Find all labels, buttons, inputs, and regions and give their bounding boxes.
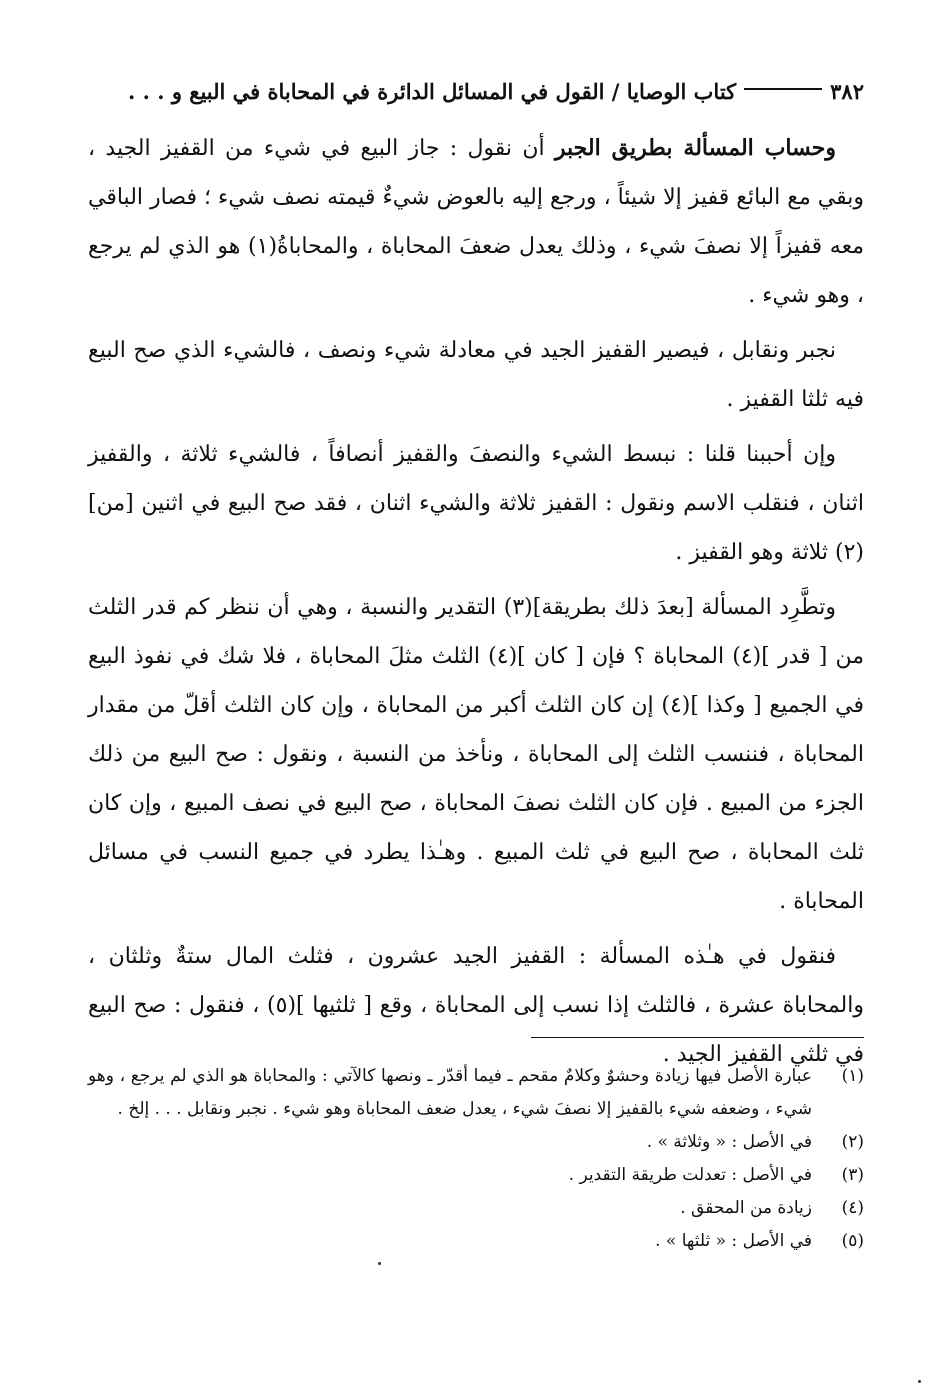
footnote-number: (١) [841,1066,864,1086]
paragraph-2: نجبر ونقابل ، فيصير القفيز الجيد في معادلة شيء ونصف ، فالشيء الذي صح البيع فيه ثلثا القفيز . [88,338,864,412]
header-rule [744,88,822,90]
footnotes [88,1060,864,1258]
footnote-text: عبارة الأصل فيها زيادة وحشوٌ وكلامٌ مقحم ـ فيما أقدّر ـ ونصها كالآتي : والمحاباة هو الذي لم يرجع ، وهو شيء ، وضعفه شيء بالقفيز إلا نصفَ شيء ، يعدل ضعف المحاباة وهو شيء . نجبر ونقابل . . . إلخ . [88,1066,812,1119]
footnote-number: (٢) [841,1132,864,1152]
footnote-2 [88,1126,864,1159]
footnote-number: (٤) [841,1198,864,1218]
footnote-1 [88,1060,864,1126]
main-text [88,124,864,1085]
paragraph-5: فنقول في هـٰذه المسألة : القفيز الجيد عشرون ، فثلث المال ستةٌ وثلثان ، والمحاباة عشرة ، فالثلث إذا نسب إلى المحاباة ، وقع [ ثلثيها ](٥) ، فنقول : صح البيع في ثلثي القفيز الجيد . [88,944,864,1067]
footnote-text: في الأصل : « ثلثها » . [655,1231,812,1251]
footnote-5 [88,1225,864,1258]
paragraph-3: وإن أحببنا قلنا : نبسط الشيء والنصفَ والقفيز أنصافاً ، فالشيء ثلاثة ، والقفيز اثنان ، فنقلب الاسم ونقول : القفيز ثلاثة والشيء اثنان ، فقد صح البيع في اثنين [من](٢) ثلاثة وهو القفيز . [88,442,864,565]
header-title: كتاب الوصايا / القول في المسائل الدائرة في المحاباة في البيع و . . . [127,79,737,104]
footnote-number: (٣) [841,1165,864,1185]
paragraph-4: وتطَّرِد المسألة [بعدَ ذلك بطريقة](٣) التقدير والنسبة ، وهي أن ننظر كم قدر الثلث من [ قدر ](٤) المحاباة ؟ فإن [ كان ](٤) الثلث مثلَ المحاباة ، فلا شك في نفوذ البيع في الجميع [ وكذا ](٤) إن كان الثلث أكبر من المحاباة ، وإن كان الثلث أقلّ من مقدار المحاباة ، فننسب الثلث إلى المحاباة ، ونأخذ من النسبة ، ونقول : صح البيع من ذلك الجزء من المبيع . فإن كان الثلث نصفَ المحاباة ، صح البيع في نصف المبيع ، وإن كان ثلث المحاباة ، صح البيع في ثلث المبيع . وهـٰذا يطرد في جميع النسب في مسائل المحاباة . [88,595,865,914]
scan-speck [918,1380,921,1383]
footnote-separator [531,1037,864,1038]
paragraph-1 [88,124,864,320]
footnote-text: في الأصل : تعدلت طريقة التقدير . [568,1165,812,1185]
footnote-text: في الأصل : « وثلاثة » . [646,1132,812,1152]
paragraph-1-lead: وحساب المسألة بطريق الجبر [554,135,836,161]
scan-speck [378,1262,381,1265]
running-header [88,76,864,108]
footnote-3 [88,1159,864,1192]
page-number: ٣٨٢ [830,79,864,104]
paragraph-1-text: أن نقول : جاز البيع في شيء من القفيز الجيد ، وبقي مع البائع قفيز إلا شيئاً ، ورجع إليه بالعوض شيءٌ قيمته نصف شيء ؛ فصار الباقي معه قفيزاً إلا نصفَ شيء ، وذلك يعدل ضعفَ المحاباة ، والمحاباةُ(١) هو الذي لم يرجع ، وهو شيء . [88,136,864,308]
footnote-4 [88,1192,864,1225]
footnote-number: (٥) [841,1231,864,1251]
footnote-text: زيادة من المحقق . [680,1198,812,1218]
